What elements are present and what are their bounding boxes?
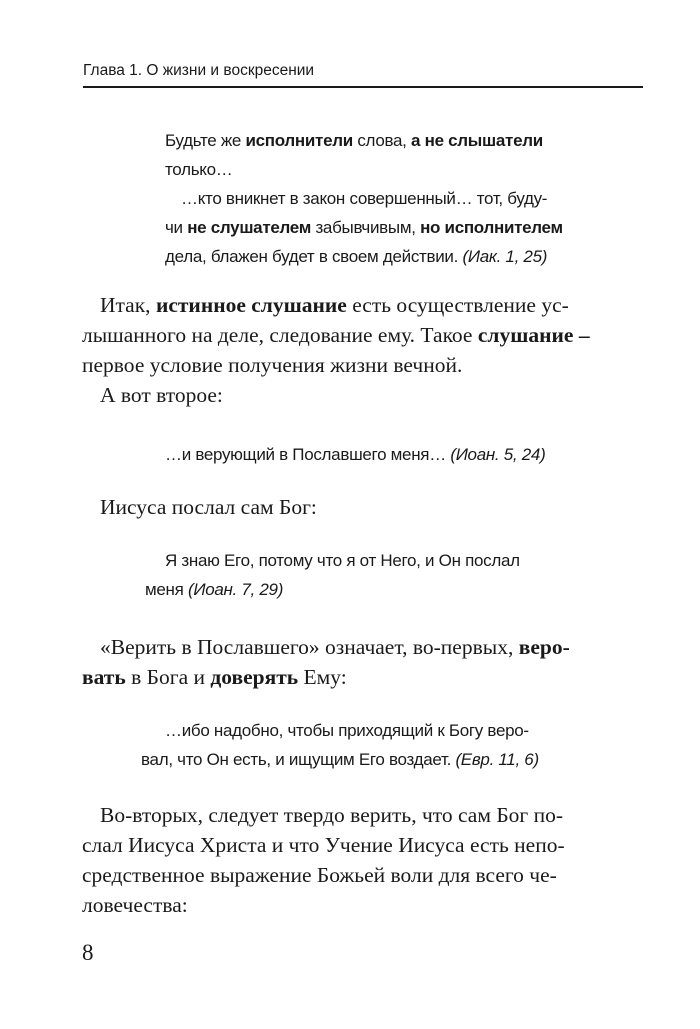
paragraph-true-listening: Итак, истинное слушание есть осуществление ус- лышанного на деле, следование ему. Такое слушание – первое условие получения жизни вечной. А вот второе:	[82, 293, 590, 407]
running-header	[83, 62, 643, 88]
citation: (Евр. 11, 6)	[455, 750, 539, 769]
quote-line: чи не слушателем забывчивым, но исполнителем	[165, 218, 563, 237]
quote-john-5-24: …и верующий в Пославшего меня… (Иоан. 5, 24)	[165, 445, 546, 464]
paragraph-god-sent: Иисуса послал сам Бог:	[100, 495, 317, 519]
quote-line: дела, блажен будет в своем действии. (Иак. 1, 25)	[165, 247, 548, 266]
quote-hebrews: …ибо надобно, чтобы приходящий к Богу веро- вал, что Он есть, и ищущим Его воздает. (Евр. 11, 6)	[141, 721, 539, 769]
citation: (Иоан. 5, 24)	[450, 445, 546, 464]
quote-line: только…	[165, 160, 233, 179]
chapter-title: Глава 1. О жизни и воскресении	[83, 62, 315, 79]
quote-james	[165, 126, 563, 271]
quote-john-7-29: Я знаю Его, потому что я от Него, и Он послал меня (Иоан. 7, 29)	[145, 551, 520, 599]
paragraph-believe-sender: «Верить в Пославшего» означает, во-первых, веро- вать в Бога и доверять Ему:	[82, 635, 570, 689]
quote-line: Будьте же исполнители слова, а не слышатели	[165, 131, 543, 150]
citation: (Иак. 1, 25)	[462, 247, 548, 266]
paragraph-secondly: Во-вторых, следует твердо верить, что сам Бог по- слал Иисуса Христа и что Учение Иисуса есть непо- средственное выражение Божьей воли для всего че- ловечества:	[82, 803, 565, 917]
citation: (Иоан. 7, 29)	[187, 580, 284, 599]
page-number: 8	[82, 940, 94, 965]
quote-line: …кто вникнет в закон совершенный… тот, буду-	[181, 189, 548, 208]
